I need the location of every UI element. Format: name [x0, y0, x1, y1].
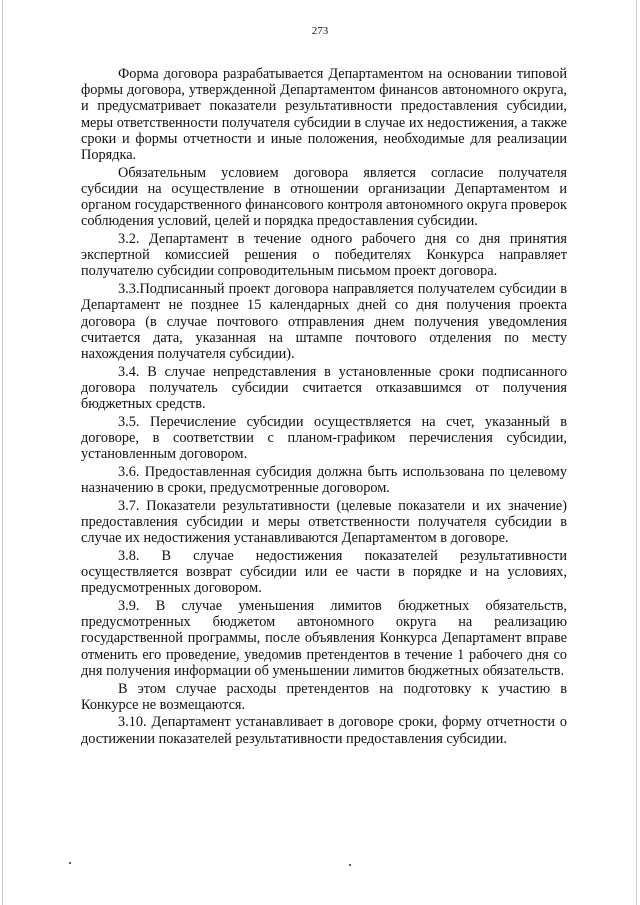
paragraph-3-6: 3.6. Предоставленная субсидия должна быть использована по целевому назначению в сроки, предусмотренные договором.	[81, 463, 567, 497]
paragraph-3-9: 3.9. В случае уменьшения лимитов бюджетных обязательств, предусмотренных бюджетом автономного округа на реализацию государственной программы, после объявления Конкурса Департамент вправе отменить его проведение, уведомив претендентов в течение 1 рабочего дня со дня получения информации об уменьшении лимитов бюджетных обязательств.	[81, 598, 567, 679]
paragraph-contract-form: Форма договора разрабатывается Департаментом на основании типовой формы договора, утвержденной Департаментом финансов автономного округа, и предусматривает показатели результативности предоставления субсидии, меры ответственности получателя субсидии в случае их недостижения, а также сроки и формы отчетности и иные положения, необходимые для реализации Порядка.	[81, 66, 567, 164]
page-number: 273	[311, 25, 329, 37]
paragraph-3-4: 3.4. В случае непредставления в установленные сроки подписанного договора получатель субсидии считается отказавшимся от получения бюджетных средств.	[81, 363, 567, 413]
scan-speck	[69, 862, 71, 864]
scan-edge-right	[636, 0, 637, 905]
paragraph-3-3: 3.3.Подписанный проект договора направляется получателем субсидии в Департамент не позднее 15 календарных дней со дня получения проекта договора (в случае почтового отправления днем получения уведомления считается дата, указанная на штампе почтового отделения по месту нахождения получателя субсидии).	[81, 281, 567, 362]
document-body	[81, 66, 567, 748]
paragraph-3-2: 3.2. Департамент в течение одного рабочего дня со дня принятия экспертной комиссией решения о победителях Конкурса направляет получателю субсидии сопроводительным письмом проект договора.	[81, 231, 567, 280]
paragraph-3-10: 3.10. Департамент устанавливает в договоре сроки, форму отчетности о достижении показателей результативности предоставления субсидии.	[81, 714, 567, 747]
paragraph-expenses: В этом случае расходы претендентов на подготовку к участию в Конкурсе не возмещаются.	[81, 680, 567, 713]
paragraph-3-8: 3.8. В случае недостижения показателей результативности осуществляется возврат субсидии или ее части в порядке и на условиях, предусмотренных договором.	[81, 547, 567, 597]
scan-speck	[349, 864, 351, 866]
scan-edge-left	[2, 0, 3, 905]
paragraph-mandatory-condition: Обязательным условием договора является согласие получателя субсидии на осуществление в отношении организации Департаментом и органом государственного финансового контроля автономного округа проверок соблюдения условий, целей и порядка предоставления субсидии.	[81, 164, 567, 230]
paragraph-3-5: 3.5. Перечисление субсидии осуществляется на счет, указанный в договоре, в соответствии с планом-графиком перечисления субсидии, установленным договором.	[81, 413, 567, 463]
paragraph-3-7: 3.7. Показатели результативности (целевые показатели и их значение) предоставления субсидии и меры ответственности получателя субсидии в случае их недостижения устанавливаются Департаментом в договоре.	[81, 497, 567, 547]
